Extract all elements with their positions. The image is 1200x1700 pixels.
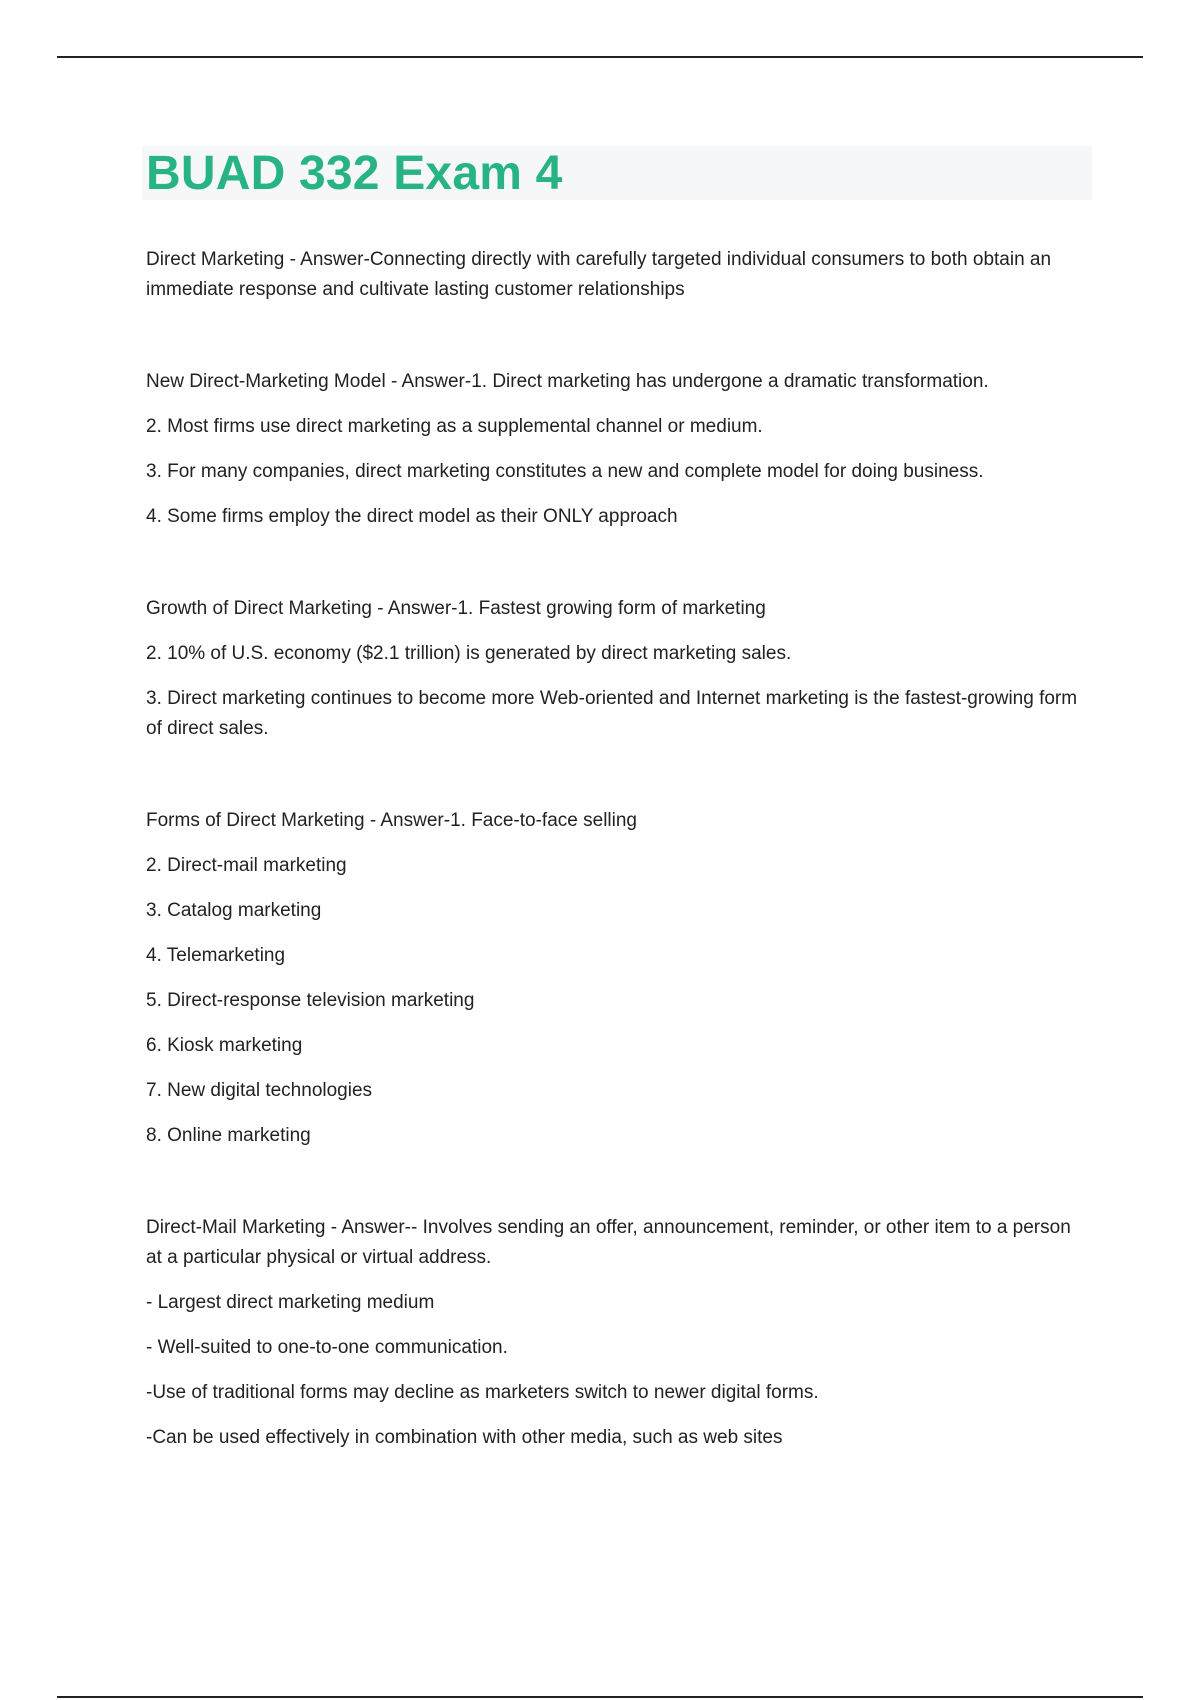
- answer-line: 4. Telemarketing: [146, 945, 286, 966]
- answer-line: 6. Kiosk marketing: [146, 1035, 303, 1056]
- answer-line: 7. New digital technologies: [146, 1080, 373, 1101]
- answer-line: - Largest direct marketing medium: [146, 1292, 435, 1313]
- answer-line: 3. For many companies, direct marketing constitutes a new and complete model for doing business.: [146, 461, 984, 482]
- answer-line: 5. Direct-response television marketing: [146, 990, 475, 1011]
- qa-entry-direct-mail-marketing: [146, 1213, 1091, 1453]
- header-rule: [57, 56, 1143, 58]
- answer-line: 2. 10% of U.S. economy ($2.1 trillion) is generated by direct marketing sales.: [146, 643, 792, 664]
- answer-line: 3. Catalog marketing: [146, 900, 322, 921]
- answer-line: - Well-suited to one-to-one communication.: [146, 1337, 508, 1358]
- answer-line: Direct Marketing - Answer-Connecting directly with carefully targeted individual consumers to both obtain an immediate response and cultivate lasting customer relationships: [146, 249, 1052, 300]
- answer-line: 8. Online marketing: [146, 1125, 311, 1146]
- qa-entry-forms-of-direct-marketing: [146, 806, 1091, 1151]
- answer-line: Growth of Direct Marketing - Answer-1. Fastest growing form of marketing: [146, 598, 766, 619]
- answer-line: 2. Most firms use direct marketing as a supplemental channel or medium.: [146, 416, 763, 437]
- answer-line: New Direct-Marketing Model - Answer-1. Direct marketing has undergone a dramatic transformation.: [146, 371, 989, 392]
- answer-line: 2. Direct-mail marketing: [146, 855, 347, 876]
- answer-line: -Use of traditional forms may decline as marketers switch to newer digital forms.: [146, 1382, 819, 1403]
- answer-line: -Can be used effectively in combination with other media, such as web sites: [146, 1427, 783, 1448]
- qa-entry-new-direct-marketing-model: [146, 367, 1091, 532]
- answer-line: 4. Some firms employ the direct model as their ONLY approach: [146, 506, 678, 527]
- qa-entry-direct-marketing: [146, 245, 1091, 305]
- answer-line: 3. Direct marketing continues to become more Web-oriented and Internet marketing is the fastest-growing form of direct sales.: [146, 688, 1078, 739]
- document-title: BUAD 332 Exam 4: [146, 147, 563, 200]
- answer-line: Direct-Mail Marketing - Answer-- Involves sending an offer, announcement, reminder, or other item to a person at a particular physical or virtual address.: [146, 1217, 1071, 1268]
- qa-entry-growth-of-direct-marketing: [146, 594, 1091, 744]
- footer-rule: [57, 1696, 1143, 1698]
- answer-line: Forms of Direct Marketing - Answer-1. Face-to-face selling: [146, 810, 637, 831]
- document-body: [146, 245, 1091, 1453]
